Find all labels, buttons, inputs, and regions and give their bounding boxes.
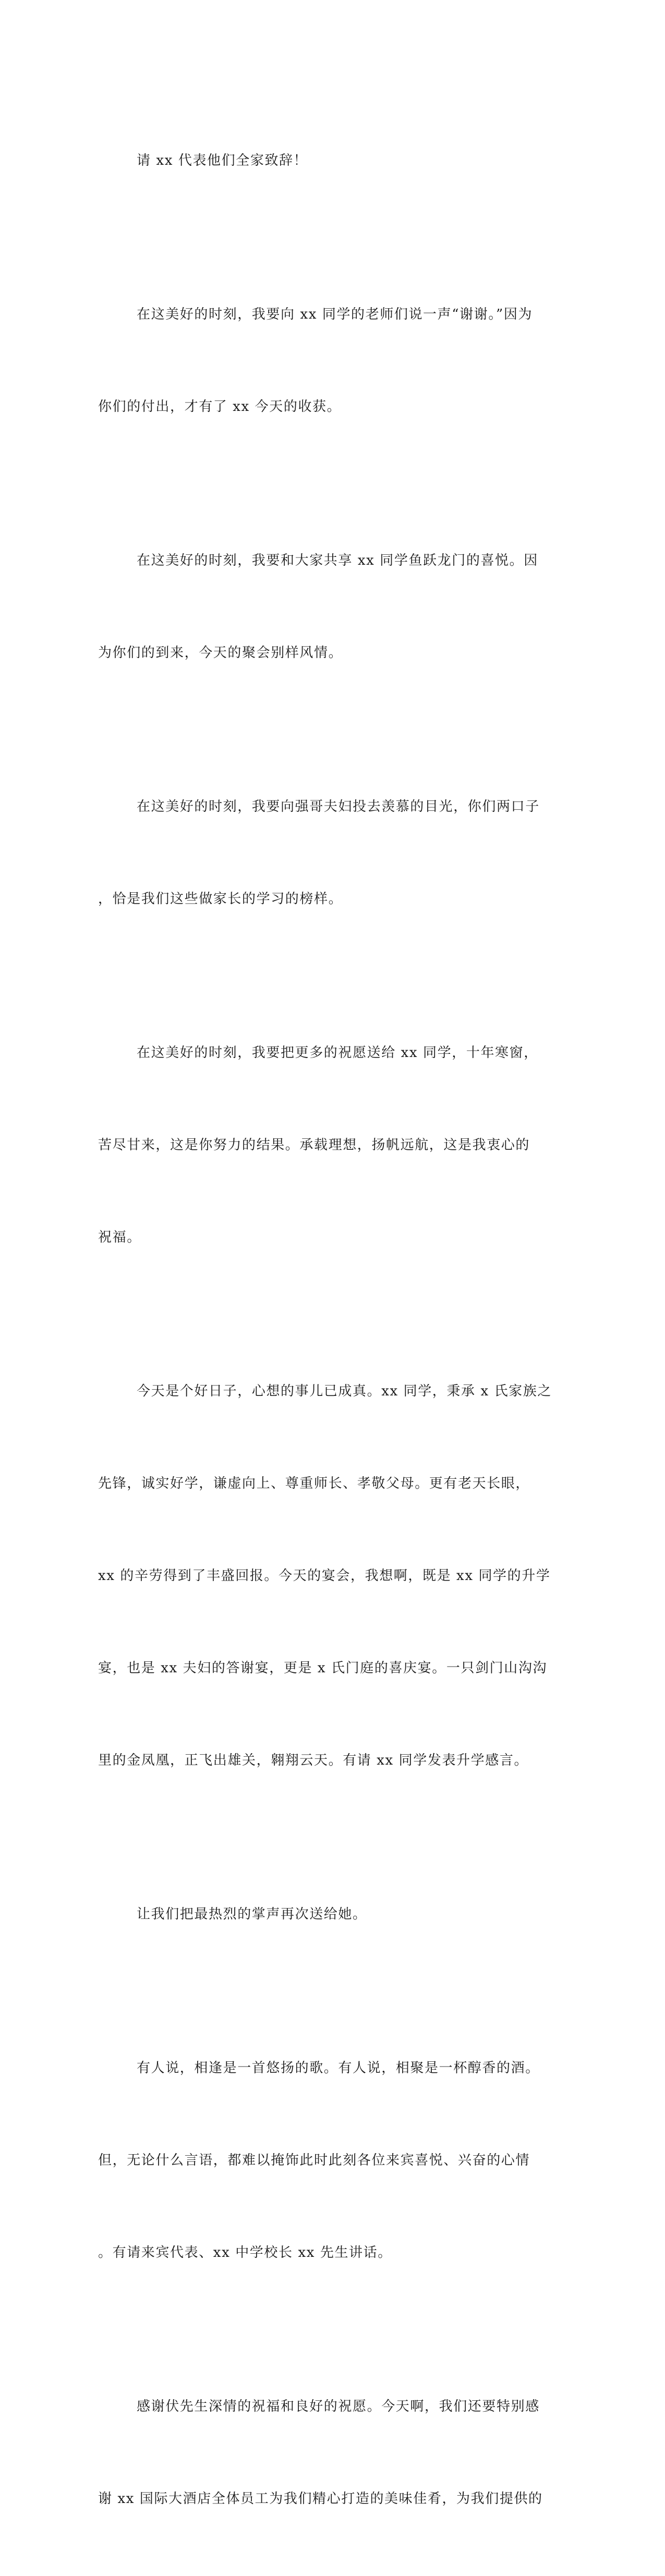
text-line: 你们的付出，才有了 xx 今天的收获。	[98, 399, 342, 415]
text-line: 请 xx 代表他们全家致辞！	[137, 153, 308, 168]
text-line: 在这美好的时刻，我要向强哥夫妇投去羡慕的目光，你们两口子	[137, 799, 540, 815]
text-line: 在这美好的时刻，我要和大家共享 xx 同学鱼跃龙门的喜悦。因	[137, 553, 538, 568]
text-line: 谢 xx 国际大酒店全体员工为我们精心打造的美味佳肴，为我们提供的	[98, 2491, 543, 2507]
text-line: 祝福。	[98, 1230, 141, 1245]
paragraph	[98, 1991, 562, 2330]
text-line: ，恰是我们这些做家长的学习的榜样。	[98, 891, 343, 907]
text-line: 宴，也是 xx 夫妇的答谢宴，更是 x 氏门庭的喜庆宴。一只剑门山沟沟	[98, 1660, 548, 1676]
paragraph	[98, 84, 562, 238]
paragraph	[98, 976, 562, 1315]
paragraph	[98, 238, 562, 484]
text-line: 今天是个好日子，心想的事儿已成真。xx 同学，秉承 x 氏家族之	[137, 1383, 552, 1399]
document-body	[98, 84, 562, 2576]
text-line: 感谢伏先生深情的祝福和良好的祝愿。今天啊，我们还要特别感	[137, 2399, 540, 2414]
paragraph	[98, 484, 562, 730]
text-line: 在这美好的时刻，我要把更多的祝愿送给 xx 同学，十年寒窗，	[137, 1045, 538, 1061]
text-line: 有人说，相逢是一首悠扬的歌。有人说，相聚是一杯醇香的酒。	[137, 2060, 540, 2076]
text-line: 让我们把最热烈的掌声再次送给她。	[137, 1906, 367, 1922]
paragraph	[98, 730, 562, 976]
text-line: 里的金凤凰，正飞出雄关，翱翔云天。有请 xx 同学发表升学感言。	[98, 1753, 529, 1768]
text-line: 但，无论什么言语，都难以掩饰此时此刻各位来宾喜悦、兴奋的心情	[98, 2153, 530, 2168]
text-line: 先锋，诚实好学，谦虚向上、尊重师长、孝敬父母。更有老天长眼，	[98, 1476, 530, 1491]
paragraph	[98, 1838, 562, 1991]
text-line: 苦尽甘来，这是你努力的结果。承载理想，扬帆远航，这是我衷心的	[98, 1137, 530, 1153]
text-line: 。有请来宾代表、xx 中学校长 xx 先生讲话。	[98, 2245, 392, 2261]
text-line: 为你们的到来，今天的聚会别样风情。	[98, 645, 343, 661]
paragraph	[98, 1315, 562, 1838]
text-line: xx 的辛劳得到了丰盛回报。今天的宴会，我想啊，既是 xx 同学的升学	[98, 1568, 551, 1584]
text-line: 在这美好的时刻，我要向 xx 同学的老师们说一声“谢谢。”因为	[137, 307, 533, 322]
paragraph	[98, 2330, 562, 2576]
